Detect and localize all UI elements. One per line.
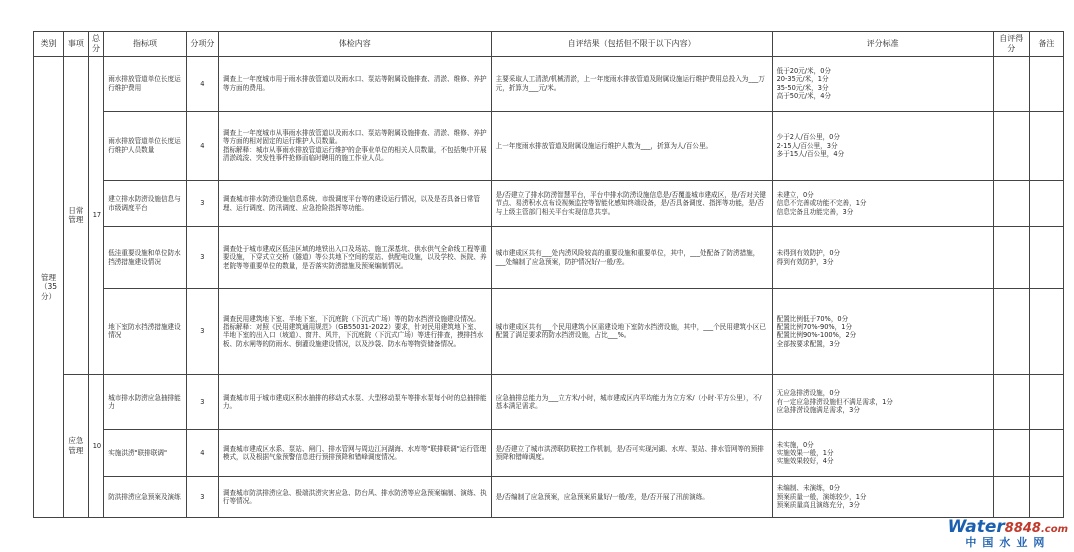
indicator-cell: 城市排水防涝应急抽排能力 <box>104 374 187 430</box>
table-row <box>34 430 1064 477</box>
watermark-logo-main: Water <box>947 517 1005 537</box>
self-score-cell[interactable] <box>993 374 1029 430</box>
sub-score-cell: 3 <box>186 289 218 375</box>
header-item: 事项 <box>63 32 88 57</box>
standard-cell: 未得到有效防护，0分 得到有效防护，3分 <box>772 227 993 289</box>
content-cell: 调查城市防洪排涝应急、极端洪涝灾害应急、防台风、排水防涝等应急预案编制、演练、执行等情况。 <box>218 477 491 518</box>
self-score-cell[interactable] <box>993 430 1029 477</box>
content-cell: 调查处于城市建成区低洼区域的地铁出入口及场站、施工深基坑、供水供气全命线工程等重要设施，下穿式立交桥（隧道）等公共地下空间的泵站、供配电设施，以及学校、医院、养老院等等重要单位的数量，是否落实防涝措施及预案编制情况。 <box>218 227 491 289</box>
self-score-cell[interactable] <box>993 57 1029 112</box>
indicator-cell: 雨水排放管道单位长度运行维护费用 <box>104 57 187 112</box>
standard-cell: 少于2人/百公里，0分 2-15人/百公里，3分 多于15人/百公里，4分 <box>772 111 993 181</box>
group-emergency-name: 应急管理 <box>63 374 88 517</box>
standard-cell: 无应急排涝设施，0分 有一定应急排涝设施但不满足需求，1分 应急排涝设施满足需求，3分 <box>772 374 993 430</box>
sub-score-cell: 3 <box>186 227 218 289</box>
category-name: 管理 <box>40 272 56 282</box>
content-cell: 调查城市用于城市建成区积水抽排的移动式水泵、大型移动泵车等排水泵每小时的总抽排能力。 <box>218 374 491 430</box>
category-score: （35分） <box>39 282 57 301</box>
sub-score-cell: 4 <box>186 430 218 477</box>
header-sub-score: 分项分 <box>186 32 218 57</box>
remarks-cell[interactable] <box>1029 57 1063 112</box>
watermark-logo-num: 8848 <box>1004 521 1041 536</box>
header-result: 自评结果（包括但不限于以下内容） <box>491 32 772 57</box>
remarks-cell[interactable] <box>1029 374 1063 430</box>
sub-score-cell: 3 <box>186 181 218 227</box>
header-standard: 评分标准 <box>772 32 993 57</box>
indicator-cell: 防洪排涝应急预案及演练 <box>104 477 187 518</box>
self-score-cell[interactable] <box>993 227 1029 289</box>
header-total: 总分 <box>88 32 103 57</box>
remarks-cell[interactable] <box>1029 111 1063 181</box>
sub-score-cell: 3 <box>186 374 218 430</box>
watermark-logo-com: .com <box>1040 524 1068 535</box>
category-cell <box>34 57 64 518</box>
group-daily-name: 日常管理 <box>63 57 88 375</box>
remarks-cell[interactable] <box>1029 227 1063 289</box>
result-cell: 是/否建立了排水防涝智慧平台，平台中排水防涝设施信息是/否覆盖城市建成区，是/否对关键节点、易涝积水点布设视频监控等智能化感知终端设备，是/否具备调度、指挥等功能，是/否与上级主管部门相关平台实现信息共享。 <box>491 181 772 227</box>
group-emergency-total: 10 <box>88 374 103 517</box>
sub-score-cell: 4 <box>186 57 218 112</box>
header-content: 体检内容 <box>218 32 491 57</box>
table-row <box>34 227 1064 289</box>
self-score-cell[interactable] <box>993 111 1029 181</box>
sub-score-cell: 4 <box>186 111 218 181</box>
content-cell: 调查上一年度城市从事雨水排放管道以及雨水口、泵站等附属设施排查、清淤、维修、养护等方面的相对固定的运行维护人员数量。 指标解释：城市从事雨水排放管道运行维护的企事业单位的相关人员数量，不包括集中开展清淤疏浚、突发性事件抢修而临时聘用的施工作业人员。 <box>218 111 491 181</box>
result-cell: 城市建成区共有___个民用建筑小区需建设地下室防水挡涝设施，其中，___个民用建筑小区已配置了满足要求的防水挡涝设施，占比___%。 <box>491 289 772 375</box>
remarks-cell[interactable] <box>1029 477 1063 518</box>
self-score-cell[interactable] <box>993 181 1029 227</box>
sub-score-cell: 3 <box>186 477 218 518</box>
remarks-cell[interactable] <box>1029 430 1063 477</box>
result-cell: 城市建成区共有___处内涝风险较高的重要设施和重要单位，其中，___处配备了防涝措施，___处编制了应急预案，防护情况好/一般/差。 <box>491 227 772 289</box>
table-row <box>34 181 1064 227</box>
standard-cell: 未实施，0分 实施效果一般，1分 实施效果较好，4分 <box>772 430 993 477</box>
standard-cell: 未建立，0分 信息不完善或功能不完善，1分 信息完备且功能完善，3分 <box>772 181 993 227</box>
header-indicator: 指标项 <box>104 32 187 57</box>
remarks-cell[interactable] <box>1029 289 1063 375</box>
table-row <box>34 374 1064 430</box>
indicator-cell: 实施洪涝"联排联调" <box>104 430 187 477</box>
standard-cell: 低于20元/米，0分 20-35元/米，1分 35-50元/米，3分 高于50元/米，4分 <box>772 57 993 112</box>
table-row <box>34 57 1064 112</box>
indicator-cell: 地下室防水挡涝措施建设情况 <box>104 289 187 375</box>
header-row <box>34 32 1064 57</box>
header-self-score: 自评得分 <box>993 32 1029 57</box>
table-row <box>34 111 1064 181</box>
result-cell: 主要采取人工清淤/机械清淤，上一年度雨水排放管道及附属设施运行维护费用总投入为___万元，折算为___元/米。 <box>491 57 772 112</box>
self-score-cell[interactable] <box>993 477 1029 518</box>
table-row <box>34 477 1064 518</box>
standard-cell: 未编制、未演练，0分 预案质量一般，演练较少，1分 预案质量高且演练充分，3分 <box>772 477 993 518</box>
result-cell: 是/否编制了应急预案，应急预案质量好/一般/差，是/否开展了汛前演练。 <box>491 477 772 518</box>
group-daily-total: 17 <box>88 57 103 375</box>
watermark <box>948 517 1068 550</box>
result-cell: 上一年度雨水排放管道及附属设施运行维护人数为___，折算为人/百公里。 <box>491 111 772 181</box>
indicator-cell: 低洼重要设施和单位防水挡涝措施建设情况 <box>104 227 187 289</box>
standard-cell: 配置比例低于70%，0分 配置比例70%-90%，1分 配置比例90%-100%，2分 全部按要求配置，3分 <box>772 289 993 375</box>
result-cell: 是/否建立了城市洪涝联防联控工作机制，是/否可实现河湖、水库、泵站、排水管网等的预排预降和错峰调度。 <box>491 430 772 477</box>
content-cell: 调查民用建筑地下室、半地下室，下沉庭院（下沉式广场）等的防水挡涝设施建设情况。 指标解释：对照《民用建筑通用规范》（GB55031-2022）要求，针对民用建筑地下室、半地下室的出入口（坡道）、窗井、风井，下沉庭院（下沉式广场）等进行排查，摸排挡水板、防水闸等的防雨水、倒灌设施建设情况，以及沙袋、防水布等物资储备情况。 <box>218 289 491 375</box>
indicator-cell: 建立排水防涝设施信息与市级调度平台 <box>104 181 187 227</box>
content-cell: 调查城市建成区水系、泵站、闸门、排水管网与周边江河湖海、水库等"联排联调"运行管理模式，以及根据气象预警信息进行预排预降和错峰调度情况。 <box>218 430 491 477</box>
table-row <box>34 289 1064 375</box>
indicator-cell: 雨水排放管道单位长度运行维护人员数量 <box>104 111 187 181</box>
watermark-subtitle: 中国水业网 <box>965 536 1051 549</box>
content-cell: 调查上一年度城市用于雨水排放管道以及雨水口、泵站等附属设施排查、清淤、维修、养护等方面的费用。 <box>218 57 491 112</box>
result-cell: 应急抽排总能力为___立方米/小时，城市建成区内平均能力为立方米/（小时·平方公里），不/基本满足需求。 <box>491 374 772 430</box>
remarks-cell[interactable] <box>1029 181 1063 227</box>
header-remarks: 备注 <box>1029 32 1063 57</box>
content-cell: 调查城市排水防涝设施信息系统、市级调度平台等的建设运行情况，以及是否具备日常管理、运行调度、防汛调度、应急抢险指挥等功能。 <box>218 181 491 227</box>
self-score-cell[interactable] <box>993 289 1029 375</box>
evaluation-table <box>33 31 1064 518</box>
header-category: 类别 <box>34 32 64 57</box>
